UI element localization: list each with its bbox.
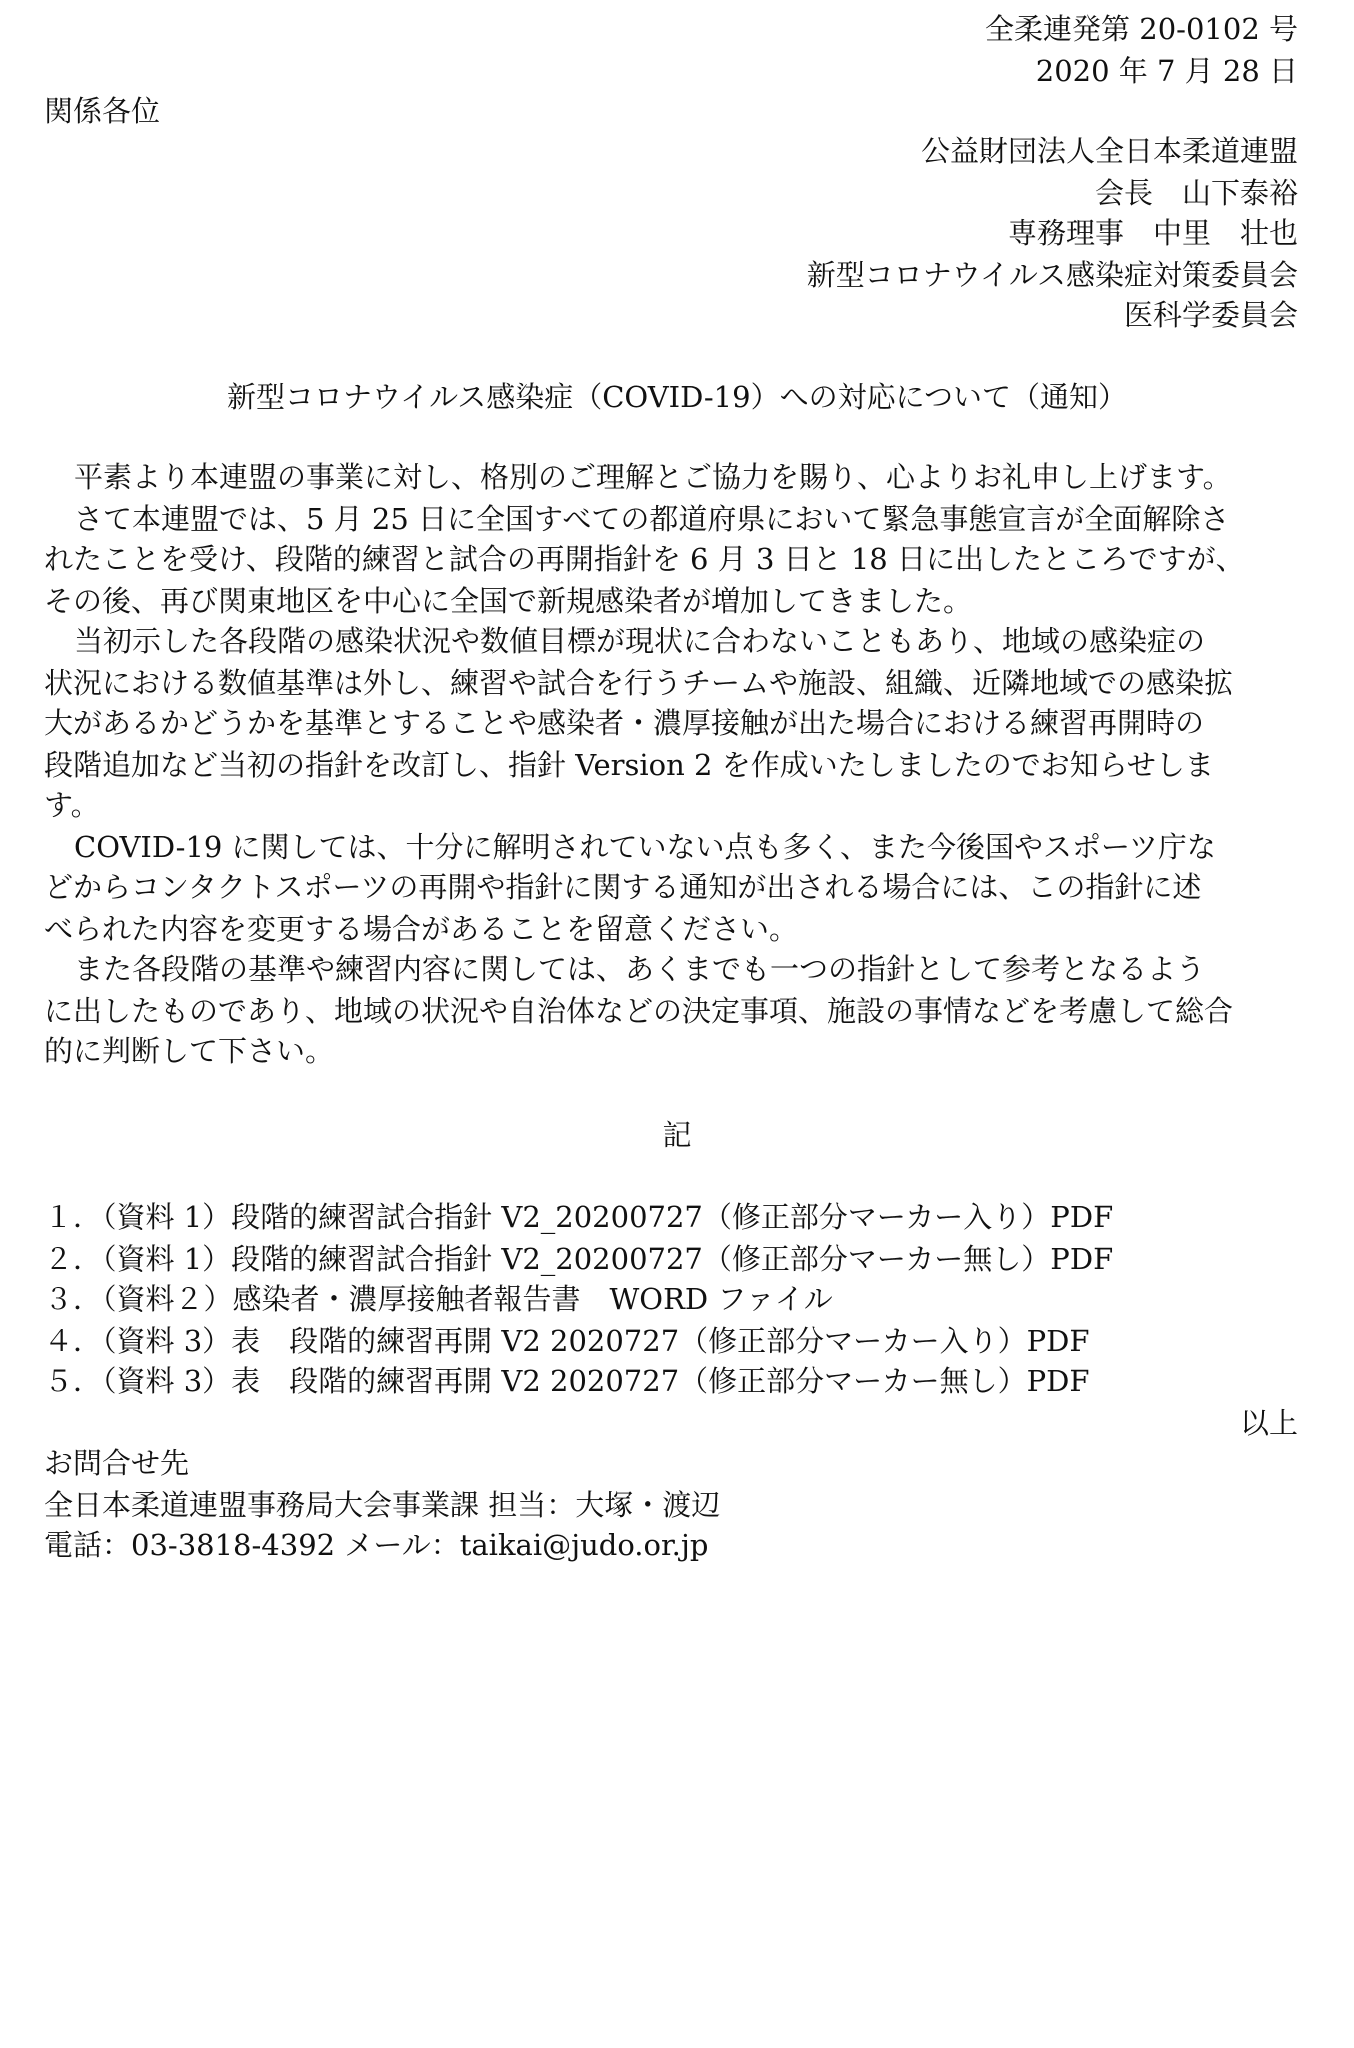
closing-ijo: 以上 — [1239, 1406, 1298, 1440]
addressee: 関係各位 — [44, 94, 161, 128]
document-date: 2020 年 7 月 28 日 — [1035, 54, 1298, 88]
document-title: 新型コロナウイルス感染症（COVID-19）への対応について（通知） — [226, 380, 1128, 414]
body-line: れたことを受け、段階的練習と試合の再開指針を 6 月 3 日と 18 日に出したところですが、 — [44, 542, 1245, 576]
ki-heading: 記 — [662, 1118, 692, 1152]
attachment-item: ２．（資料 1）段階的練習試合指針 V2_20200727（修正部分マーカー無し）PDF — [44, 1242, 1114, 1276]
attachment-item: ３．（資料２）感染者・濃厚接触者報告書 WORD ファイル — [44, 1282, 833, 1316]
body-line: 状況における数値基準は外し、練習や試合を行うチームや施設、組織、近隣地域での感染拡 — [44, 666, 1234, 700]
contact-office: 全日本柔道連盟事務局大会事業課 担当：大塚・渡辺 — [44, 1488, 721, 1522]
attachment-item: １．（資料 1）段階的練習試合指針 V2_20200727（修正部分マーカー入り）PDF — [44, 1200, 1114, 1234]
body-line: 平素より本連盟の事業に対し、格別のご理解とご協力を賜り、心よりお礼申し上げます。 — [74, 460, 1232, 494]
document-number: 全柔連発第 20-0102 号 — [985, 12, 1298, 46]
sender-medical-committee: 医科学委員会 — [1123, 298, 1298, 332]
body-line: 段階追加など当初の指針を改訂し、指針 Version 2 を作成いたしましたのでお知らせしま — [44, 748, 1214, 782]
body-line: す。 — [44, 788, 100, 822]
body-line: 大があるかどうかを基準とすることや感染者・濃厚接触が出た場合における練習再開時の — [44, 706, 1205, 740]
body-line: べられた内容を変更する場合があることを留意ください。 — [44, 912, 799, 946]
attachment-item: ５．（資料 3）表 段階的練習再開 V2 2020727（修正部分マーカー無し）PDF — [44, 1364, 1090, 1398]
body-line: 当初示した各段階の感染状況や数値目標が現状に合わないこともあり、地域の感染症の — [74, 624, 1206, 658]
body-line: COVID-19 に関しては、十分に解明されていない点も多く、また今後国やスポーツ庁な — [74, 830, 1216, 864]
body-line: また各段階の基準や練習内容に関しては、あくまでも一つの指針として参考となるよう — [74, 952, 1206, 986]
contact-phone-mail: 電話：03-3818-4392 メール：taikai@judo.or.jp — [44, 1528, 709, 1562]
body-line: どからコンタクトスポーツの再開や指針に関する通知が出される場合には、この指針に述 — [44, 870, 1202, 904]
body-line: さて本連盟では、5 月 25 日に全国すべての都道府県において緊急事態宣言が全面解除さ — [74, 502, 1230, 536]
attachment-item: ４．（資料 3）表 段階的練習再開 V2 2020727（修正部分マーカー入り）PDF — [44, 1324, 1090, 1358]
sender-president: 会長 山下泰裕 — [1094, 176, 1298, 210]
sender-director: 専務理事 中里 壮也 — [1007, 216, 1298, 250]
sender-organization: 公益財団法人全日本柔道連盟 — [920, 134, 1298, 168]
contact-heading: お問合せ先 — [44, 1446, 190, 1480]
body-line: その後、再び関東地区を中心に全国で新規感染者が増加してきました。 — [44, 584, 973, 618]
sender-covid-committee: 新型コロナウイルス感染症対策委員会 — [806, 258, 1298, 292]
body-line: に出したものであり、地域の状況や自治体などの決定事項、施設の事情などを考慮して総合 — [44, 994, 1234, 1028]
body-line: 的に判断して下さい。 — [44, 1034, 335, 1068]
